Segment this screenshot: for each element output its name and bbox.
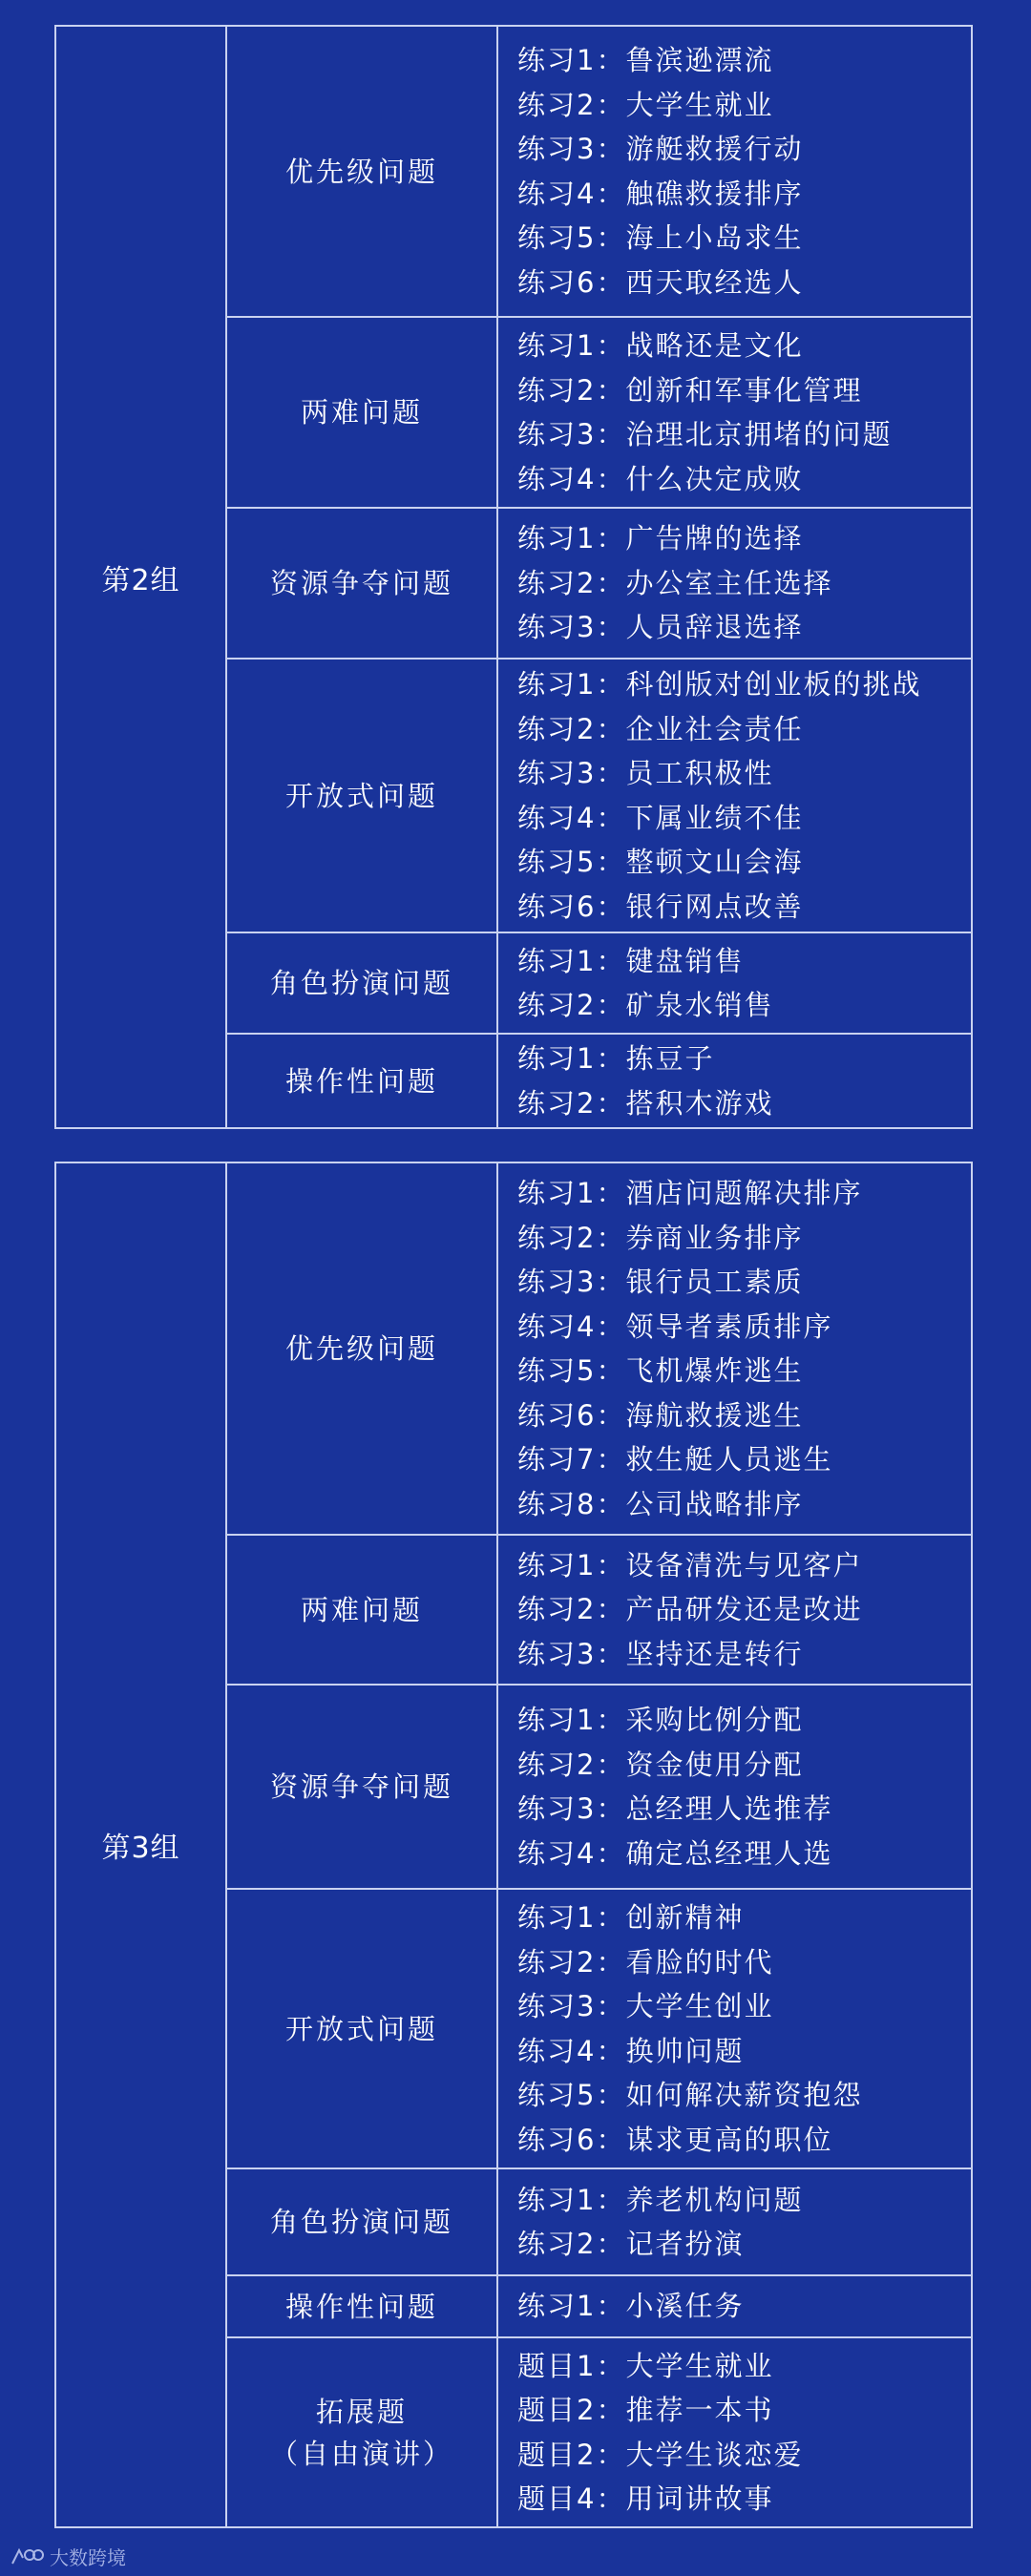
exercise-item: 题目2：推荐一本书 — [517, 2394, 774, 2426]
exercise-item: 练习2：产品研发还是改进 — [517, 1593, 863, 1626]
category-row — [227, 2276, 971, 2338]
category-row — [227, 1163, 971, 1536]
exercise-item: 练习5：如何解决薪资抱怨 — [517, 2079, 863, 2111]
exercise-item: 练习5：飞机爆炸逃生 — [517, 1354, 804, 1387]
category-label: 两难问题 — [227, 1536, 498, 1684]
exercise-item: 练习4：确定总经理人选 — [517, 1836, 833, 1870]
category-label: 优先级问题 — [227, 27, 498, 316]
category-row — [227, 27, 971, 318]
exercise-list — [498, 1686, 971, 1888]
category-label: 角色扮演问题 — [227, 933, 498, 1033]
category-label-line-2: （自由演讲） — [269, 2437, 453, 2470]
exercise-item: 练习6：海航救援逃生 — [517, 1398, 804, 1432]
category-label: 两难问题 — [227, 318, 498, 507]
exercise-item: 练习1：养老机构问题 — [517, 2183, 804, 2216]
exercise-item: 练习1：设备清洗与见客户 — [517, 1548, 863, 1581]
brand-logo-icon — [10, 2546, 44, 2567]
category-list — [227, 1163, 971, 2526]
category-row — [227, 509, 971, 660]
exercise-item: 练习6：银行网点改善 — [517, 890, 804, 923]
exercise-item: 练习3：坚持还是转行 — [517, 1637, 804, 1670]
exercise-list — [498, 933, 971, 1033]
exercise-item: 练习1：创新精神 — [517, 1901, 745, 1934]
group-label: 第2组 — [56, 27, 227, 1127]
exercise-item: 练习4：下属业绩不佳 — [517, 801, 804, 834]
category-list — [227, 27, 971, 1127]
category-label: 角色扮演问题 — [227, 2169, 498, 2274]
category-label: 资源争夺问题 — [227, 509, 498, 658]
category-label — [227, 2338, 498, 2526]
exercise-item: 练习1：鲁滨逊漂流 — [517, 44, 774, 76]
exercise-item: 练习8：公司战略排序 — [517, 1487, 804, 1520]
exercise-item: 练习1：酒店问题解决排序 — [517, 1177, 863, 1209]
category-label: 优先级问题 — [227, 1163, 498, 1534]
exercise-list — [498, 318, 971, 507]
exercise-item: 练习3：员工积极性 — [517, 757, 774, 789]
exercise-list — [498, 1890, 971, 2168]
exercise-item: 练习1：科创版对创业板的挑战 — [517, 668, 922, 701]
category-label: 资源争夺问题 — [227, 1686, 498, 1888]
exercise-item: 练习2：券商业务排序 — [517, 1221, 804, 1254]
category-label: 开放式问题 — [227, 660, 498, 932]
exercise-item: 练习1：广告牌的选择 — [517, 522, 804, 555]
exercise-list — [498, 2169, 971, 2274]
category-label: 操作性问题 — [227, 1035, 498, 1127]
exercise-item: 练习4：什么决定成败 — [517, 462, 804, 495]
category-row — [227, 2338, 971, 2526]
exercise-item: 练习2：搭积木游戏 — [517, 1086, 774, 1120]
exercise-item: 练习2：看脸的时代 — [517, 1945, 774, 1979]
category-row — [227, 1686, 971, 1890]
exercise-item: 练习1：采购比例分配 — [517, 1704, 804, 1736]
exercise-item: 练习5：整顿文山会海 — [517, 846, 804, 878]
exercise-item: 练习2：矿泉水销售 — [517, 989, 774, 1021]
exercise-item: 练习4：领导者素质排序 — [517, 1309, 833, 1343]
exercise-list — [498, 1035, 971, 1127]
exercise-item: 练习6：谋求更高的职位 — [517, 2123, 833, 2156]
exercise-item: 练习2：大学生就业 — [517, 88, 774, 121]
exercise-item: 题目1：大学生就业 — [517, 2349, 774, 2382]
exercise-item: 题目2：大学生谈恋爱 — [517, 2438, 804, 2471]
category-row — [227, 1536, 971, 1686]
group-table-2 — [54, 25, 973, 1129]
group-table-3 — [54, 1162, 973, 2528]
exercise-item: 练习4：触礁救援排序 — [517, 177, 804, 210]
exercise-item: 练习1：战略还是文化 — [517, 329, 804, 362]
exercise-item: 练习5：海上小岛求生 — [517, 221, 804, 254]
exercise-list — [498, 27, 971, 316]
exercise-item: 练习1：拣豆子 — [517, 1042, 715, 1075]
exercise-item: 练习7：救生艇人员逃生 — [517, 1443, 833, 1476]
brand-name: 大数跨境 — [50, 2546, 126, 2569]
group-label: 第3组 — [56, 1163, 227, 2526]
exercise-list — [498, 1536, 971, 1684]
exercise-item: 练习3：大学生创业 — [517, 1990, 774, 2022]
exercise-item: 练习2：办公室主任选择 — [517, 566, 833, 599]
exercise-list — [498, 2276, 971, 2336]
category-row — [227, 2169, 971, 2276]
exercise-item: 练习4：换帅问题 — [517, 2034, 745, 2067]
category-row — [227, 318, 971, 509]
exercise-item: 练习2：企业社会责任 — [517, 712, 804, 745]
exercise-list — [498, 509, 971, 658]
category-row — [227, 933, 971, 1035]
category-label: 操作性问题 — [227, 2276, 498, 2336]
exercise-item: 练习3：治理北京拥堵的问题 — [517, 418, 893, 450]
exercise-list — [498, 660, 971, 932]
category-row — [227, 1035, 971, 1127]
category-label: 开放式问题 — [227, 1890, 498, 2168]
exercise-item: 练习1：小溪任务 — [517, 2290, 745, 2323]
exercise-item: 练习2：记者扮演 — [517, 2228, 745, 2260]
exercise-item: 题目4：用词讲故事 — [517, 2482, 774, 2515]
category-row — [227, 660, 971, 933]
exercise-item: 练习2：资金使用分配 — [517, 1748, 804, 1781]
exercise-item: 练习1：键盘销售 — [517, 944, 745, 977]
exercise-item: 练习2：创新和军事化管理 — [517, 373, 863, 407]
category-label-line-1: 拓展题 — [315, 2395, 408, 2428]
footer-watermark — [10, 2543, 126, 2570]
exercise-item: 练习3：游艇救援行动 — [517, 133, 804, 165]
exercise-item: 练习3：银行员工素质 — [517, 1266, 804, 1298]
exercise-item: 练习6：西天取经选人 — [517, 265, 804, 299]
exercise-list — [498, 1163, 971, 1534]
exercise-item: 练习3：人员辞退选择 — [517, 611, 804, 644]
exercise-list — [498, 2338, 971, 2526]
category-row — [227, 1890, 971, 2169]
exercise-item: 练习3：总经理人选推荐 — [517, 1792, 833, 1825]
